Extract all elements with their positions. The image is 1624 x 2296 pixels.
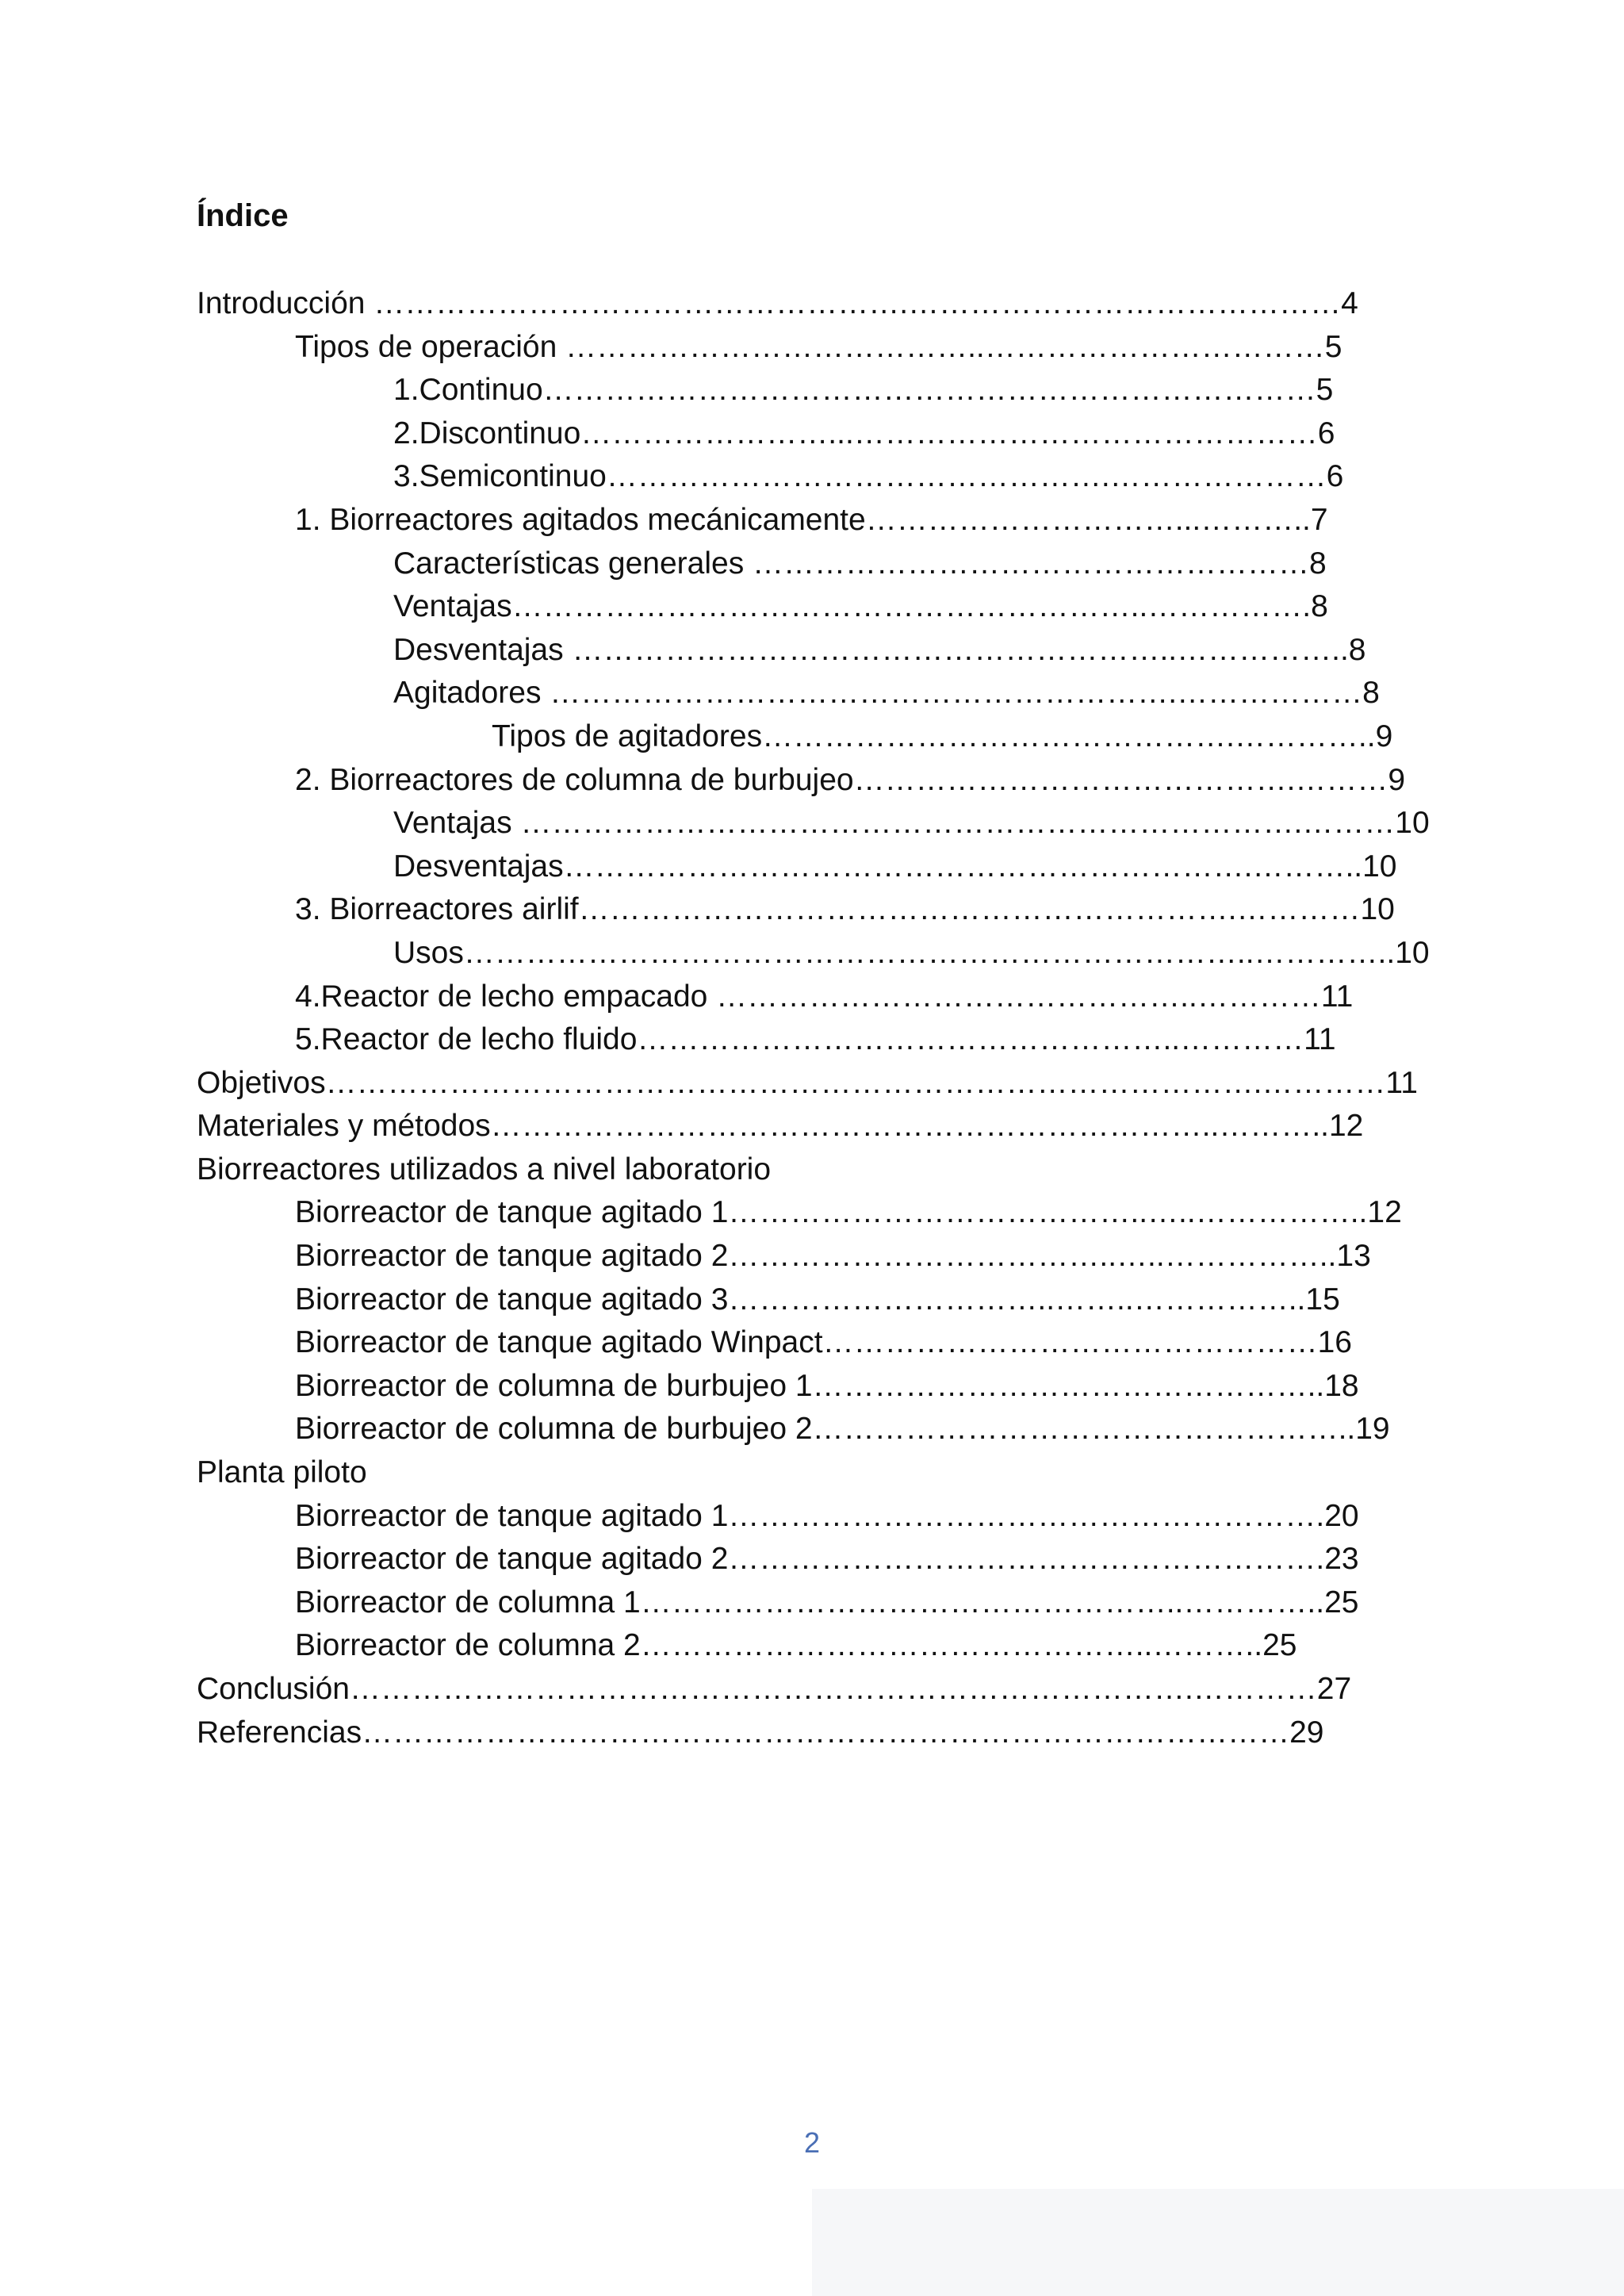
toc-entry xyxy=(197,1321,1431,1365)
toc-entry-text: Biorreactor de columna de burbujeo 2……………………………………………..19 xyxy=(295,1412,1390,1447)
page-number: 2 xyxy=(803,2126,821,2159)
toc-entry xyxy=(197,802,1431,845)
toc-entry xyxy=(197,1624,1431,1668)
toc-entry-text: Objetivos……………………………………………………………………………….…………11 xyxy=(197,1065,1418,1100)
toc-entry xyxy=(197,412,1431,456)
toc-entry-text: Biorreactor de tanque agitado Winpact…………………………………………16 xyxy=(295,1325,1352,1360)
toc-entry xyxy=(197,629,1431,673)
footer-shade xyxy=(812,2189,1624,2296)
toc-entry xyxy=(197,1538,1431,1581)
toc-entry-text: 5.Reactor de lecho fluido……………………………………………..…………11 xyxy=(295,1022,1336,1057)
toc-entry xyxy=(197,1105,1431,1148)
toc-entry xyxy=(197,282,1431,326)
toc-entry xyxy=(197,499,1431,542)
page-title: Índice xyxy=(197,198,289,233)
toc-entry xyxy=(197,845,1431,889)
toc-entry xyxy=(197,1235,1431,1278)
toc-entry-text: 1.Continuo…………………………………………………………………5 xyxy=(393,373,1334,408)
toc-entry xyxy=(197,672,1431,715)
toc-entry xyxy=(197,1495,1431,1539)
toc-entry xyxy=(197,1408,1431,1451)
toc-entry-text: 3.Semicontinuo………………………………………….…………………6 xyxy=(393,459,1344,494)
toc-entry-text: Tipos de operación …………………………………..……………………………5 xyxy=(295,329,1342,364)
toc-entry-text: 2.Discontinuo……………………...………………………………………6 xyxy=(393,416,1335,450)
toc-entry-text: Biorreactor de tanque agitado 2………………………………………………….23 xyxy=(295,1542,1359,1577)
toc-entry-text: Biorreactor de tanque agitado 2………………………………..…..……………..13 xyxy=(295,1239,1371,1274)
toc-entry xyxy=(197,932,1431,976)
toc-entry xyxy=(197,976,1431,1019)
toc-entry-text: Desventajas …………………………………………………..……………..8 xyxy=(393,632,1366,667)
toc-entry xyxy=(197,1711,1431,1755)
toc-entry xyxy=(197,369,1431,412)
toc-entry xyxy=(197,888,1431,932)
toc-entry xyxy=(197,1191,1431,1235)
toc-entry xyxy=(197,1062,1431,1106)
toc-entry-text: 3. Biorreactores airlif……………………………………………………….…………10 xyxy=(295,892,1395,927)
toc-entry xyxy=(197,1278,1431,1322)
toc-entry xyxy=(197,1018,1431,1062)
toc-entry xyxy=(197,455,1431,499)
toc-entry-text: 2. Biorreactores de columna de burbujeo…………………………………….………9 xyxy=(295,762,1406,797)
toc-entry-text: Biorreactor de columna de burbujeo 1…………………………………………..18 xyxy=(295,1368,1359,1403)
toc-entry-text: Materiales y métodos……………………………………………………………..………..12 xyxy=(197,1109,1364,1144)
toc-entry-text: Ventajas ………………………………………………………………….………10 xyxy=(393,806,1430,841)
toc-entry-text: Biorreactor de columna 2…………………………………………..………..25 xyxy=(295,1628,1297,1663)
toc-entry-text: Biorreactor de tanque agitado 1………………………………………………….20 xyxy=(295,1498,1359,1533)
toc-entry-text: Biorreactores utilizados a nivel laboratorio xyxy=(197,1152,772,1186)
toc-entry xyxy=(197,1365,1431,1409)
toc-entry-text: Introducción …………………………………………….……………………………………4 xyxy=(197,286,1358,320)
toc-entry-text: 4.Reactor de lecho empacado ………………………………………..…………11 xyxy=(295,979,1354,1014)
toc-entry-text: 1. Biorreactores agitados mecánicamente…………………………...………..7 xyxy=(295,502,1328,537)
toc-entry xyxy=(197,1451,1431,1495)
toc-entry-text: Desventajas………………………………………………………….………..10 xyxy=(393,849,1397,884)
toc-entry-text: Biorreactor de columna 1……………………………………………..…………..25 xyxy=(295,1585,1359,1619)
toc-entry xyxy=(197,585,1431,629)
toc-entry-text: Biorreactor de tanque agitado 3…………………………..……..……………..15 xyxy=(295,1282,1340,1317)
toc-entry xyxy=(197,326,1431,370)
toc-entry xyxy=(197,759,1431,803)
toc-entry-text: Usos…………………………………………………………………..…………..10 xyxy=(393,935,1430,970)
toc-entry xyxy=(197,1668,1431,1711)
toc-entry xyxy=(197,715,1431,759)
toc-entry xyxy=(197,1148,1431,1192)
toc-entry xyxy=(197,1581,1431,1625)
table-of-contents xyxy=(197,282,1431,1754)
toc-entry-text: Conclusión……………………………………………………………………….…………27 xyxy=(197,1672,1352,1706)
toc-entry-text: Ventajas……………………………………………………..…………….8 xyxy=(393,589,1328,624)
toc-entry xyxy=(197,542,1431,586)
toc-entry-text: Biorreactor de tanque agitado 1…………………………………..…..……………..12 xyxy=(295,1195,1402,1230)
toc-entry-text: Características generales ………………………………………………8 xyxy=(393,546,1327,581)
toc-entry-text: Tipos de agitadores……………………………………….…………..9 xyxy=(492,719,1393,753)
toc-entry-text: Agitadores …………………………………………………….………………8 xyxy=(393,676,1380,711)
toc-entry-text: Referencias………………………………………………………………………………29 xyxy=(197,1715,1324,1750)
toc-entry-text: Planta piloto xyxy=(197,1455,367,1490)
